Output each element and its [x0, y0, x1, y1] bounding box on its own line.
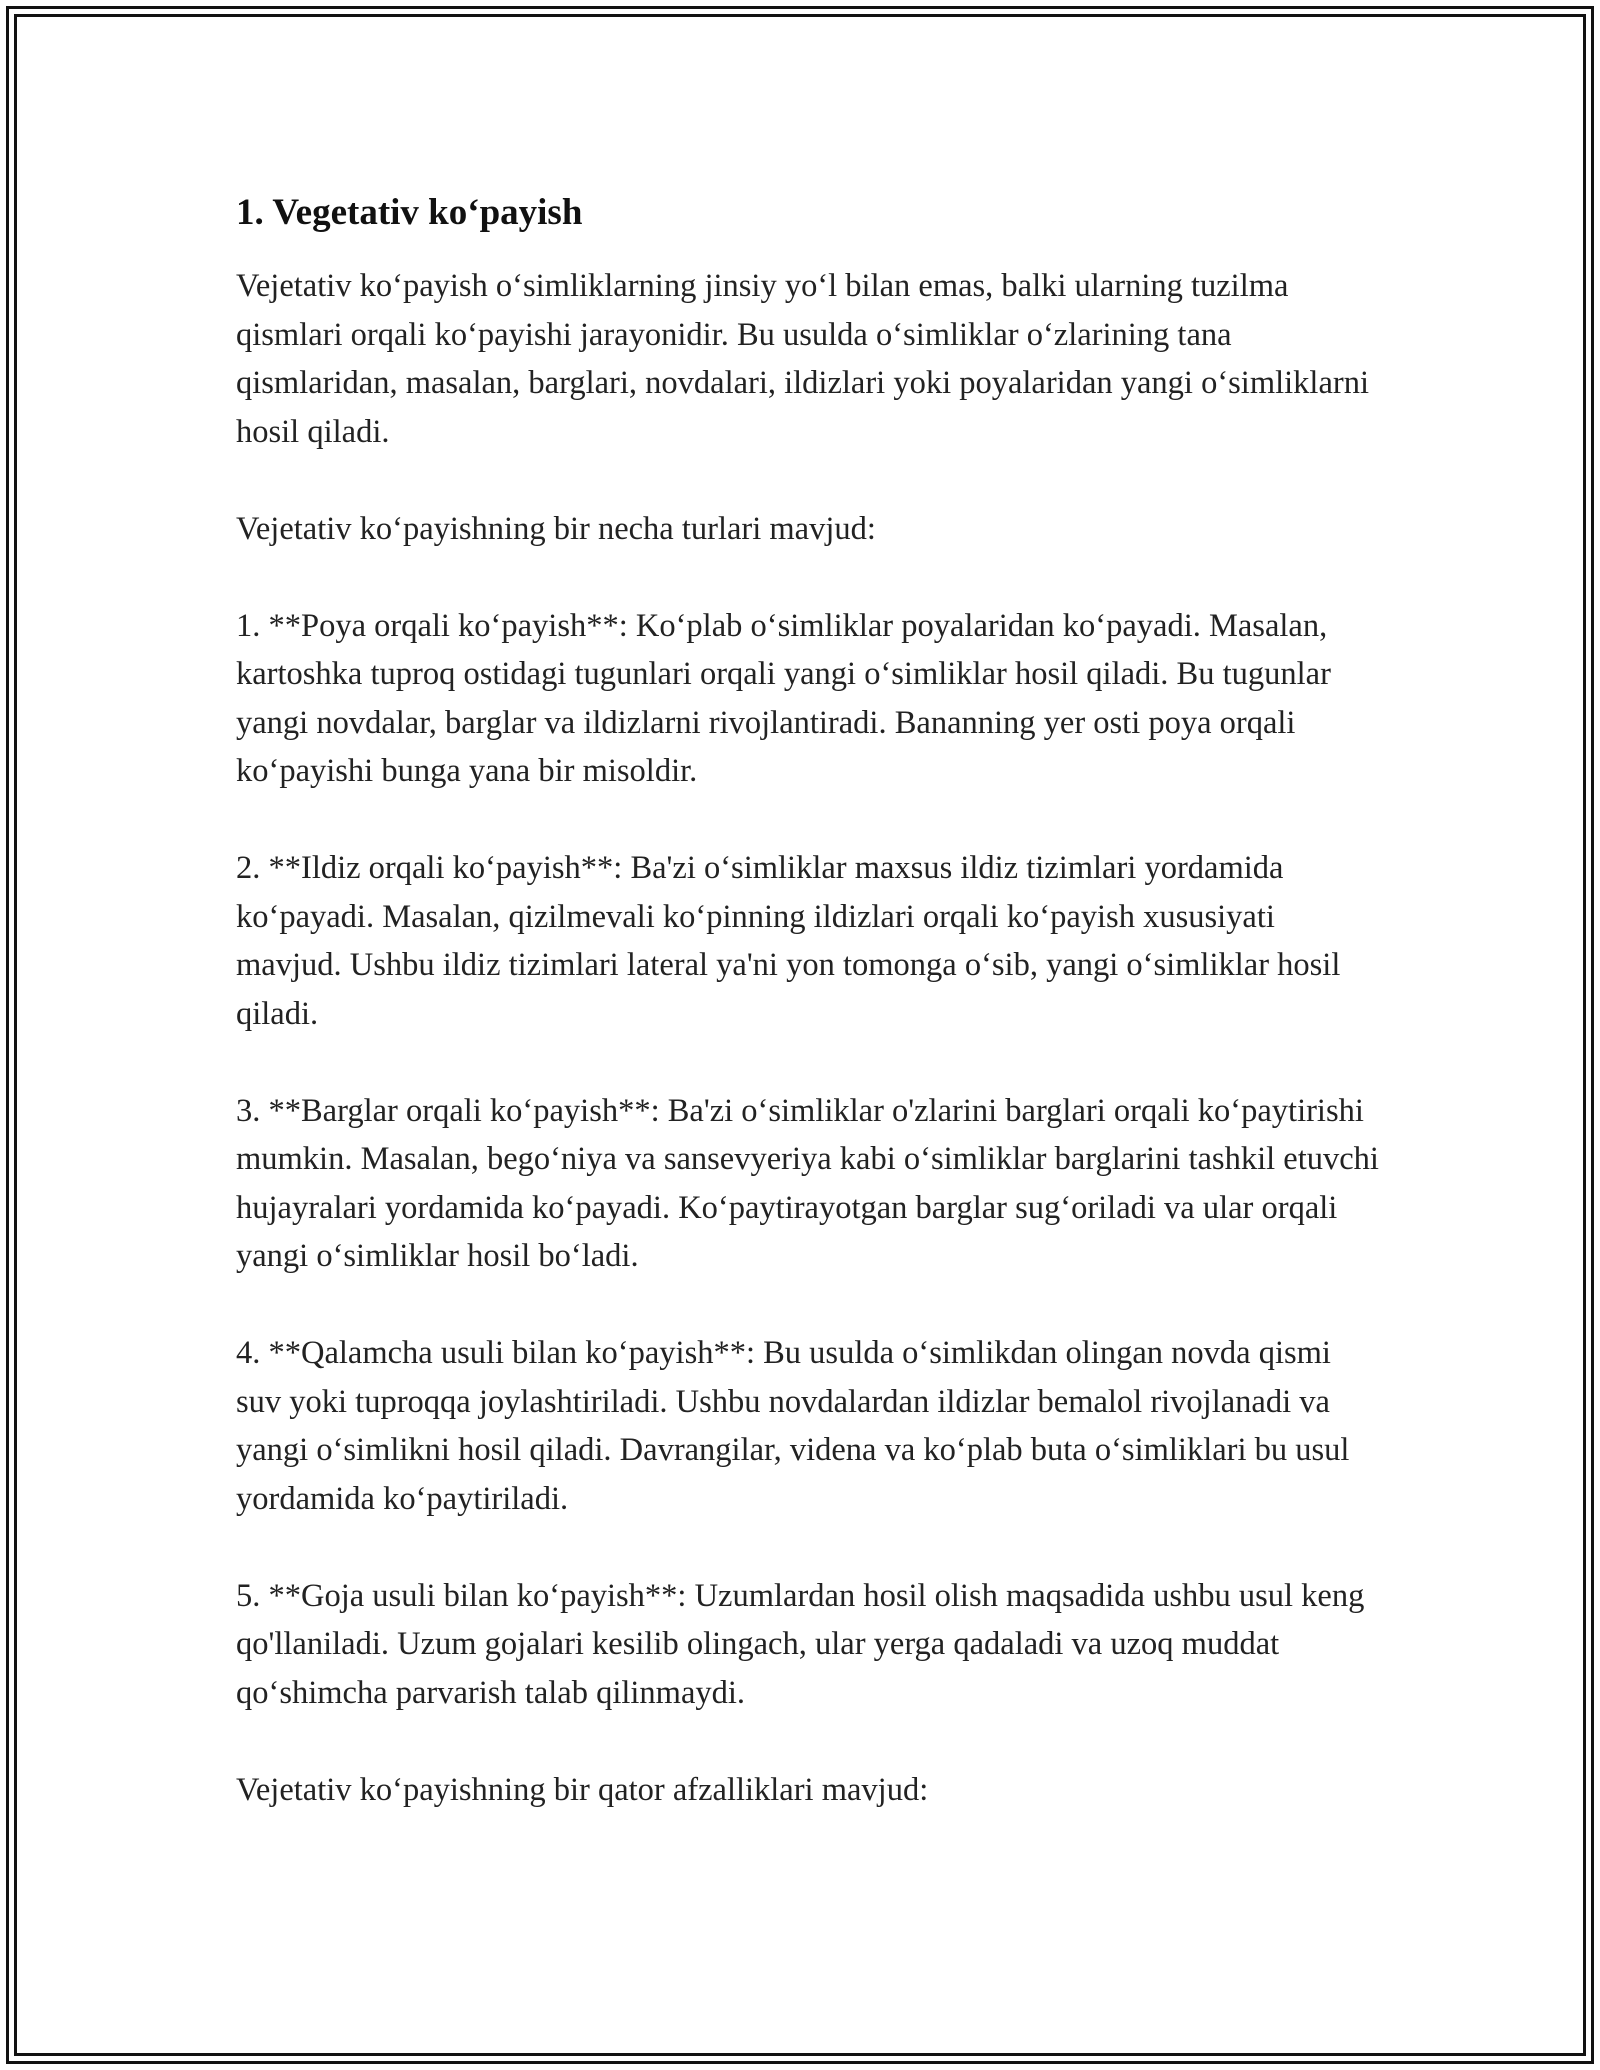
- list-item-leaf-propagation: 3. **Barglar orqali ko‘payish**: Ba'zi o‘simliklar o'zlarini barglari orqali ko‘paytirishi mumkin. Masalan, bego‘niya va sansevyeriya kabi o‘simliklar barglarini tashkil etuvchi hujayralari yordamida ko‘payadi. Ko‘paytirayotgan barglar sug‘oriladi va ular orqali yangi o‘simliklar hosil bo‘ladi.: [236, 1092, 1379, 1274]
- list-item-stem-propagation: 1. **Poya orqali ko‘payish**: Ko‘plab o‘simliklar poyalaridan ko‘payadi. Masalan, kartoshka tuproq ostidagi tugunlari orqali yangi o‘simliklar hosil qiladi. Bu tugunlar yangi novdalar, barglar va ildizlarni rivojlantiradi. Bananning yer osti poya orqali ko‘payishi bunga yana bir misoldir.: [236, 607, 1331, 789]
- document-heading: 1. Vegetativ ko‘payish: [236, 192, 583, 233]
- list-item-cutting-propagation: 4. **Qalamcha usuli bilan ko‘payish**: Bu usulda o‘simlikdan olingan novda qismi suv yoki tuproqqa joylashtiriladi. Ushbu novdalardan ildizlar bemalol rivojlanadi va yangi o‘simlikni hosil qiladi. Davrangilar, videna va ko‘plab buta o‘simliklari bu usul yordamida ko‘paytiriladi.: [236, 1335, 1350, 1517]
- list-item-goja-propagation: 5. **Goja usuli bilan ko‘payish**: Uzumlardan hosil olish maqsadida ushbu usul keng qo'llaniladi. Uzum gojalari kesilib olingach, ular yerga qadaladi va uzoq muddat qo‘shimcha parvarish talab qilinmaydi.: [236, 1577, 1365, 1711]
- intro-paragraph: Vejetativ ko‘payish o‘simliklarning jinsiy yo‘l bilan emas, balki ularning tuzilma qismlari orqali ko‘payishi jarayonidir. Bu usulda o‘simliklar o‘zlarining tana qismlaridan, masalan, barglari, novdalari, ildizlari yoki poyalaridan yangi o‘simliklarni hosil qiladi.: [236, 268, 1369, 450]
- advantages-intro-paragraph: Vejetativ ko‘payishning bir qator afzalliklari mavjud:: [236, 1771, 929, 1808]
- document-body: [236, 186, 1382, 1863]
- types-intro-paragraph: Vejetativ ko‘payishning bir necha turlari mavjud:: [236, 510, 876, 547]
- list-item-root-propagation: 2. **Ildiz orqali ko‘payish**: Ba'zi o‘simliklar maxsus ildiz tizimlari yordamida ko‘payadi. Masalan, qizilmevali ko‘pinning ildizlari orqali ko‘payish xususiyati mavjud. Ushbu ildiz tizimlari lateral ya'ni yon tomonga o‘sib, yangi o‘simliklar hosil qiladi.: [236, 850, 1341, 1032]
